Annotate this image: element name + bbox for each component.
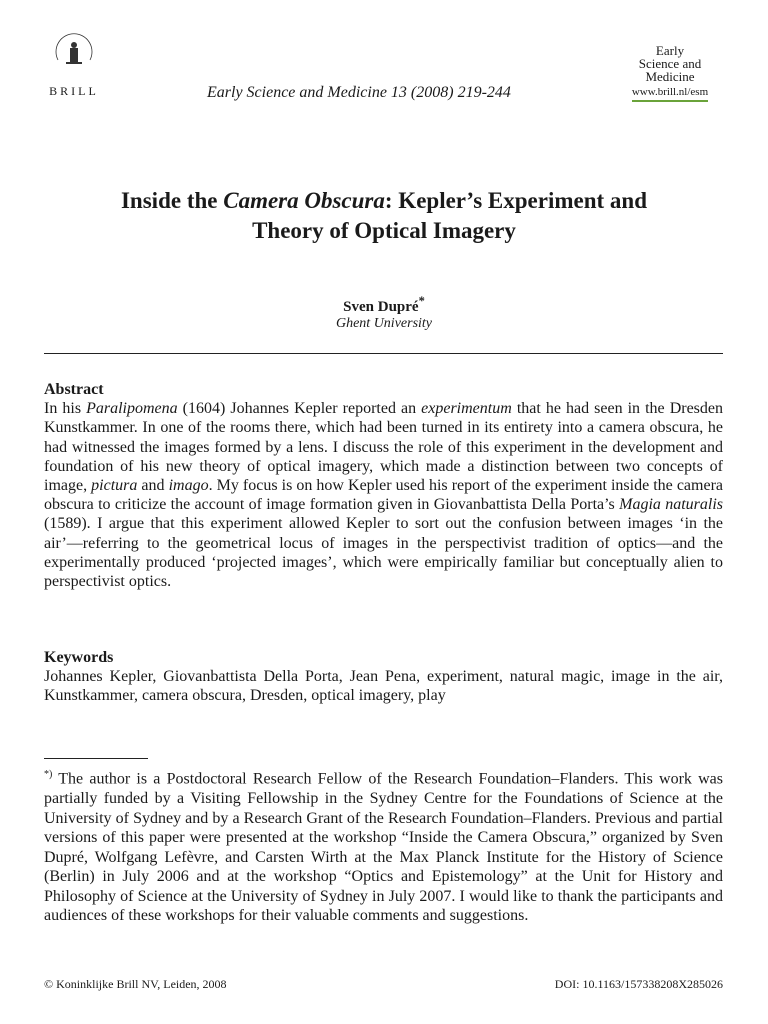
abstract-text: In his: [44, 400, 87, 418]
footnote-mark: *): [44, 769, 53, 780]
journal-box-line: Early: [655, 43, 685, 58]
abstract-italic: Paralipomena: [86, 400, 178, 418]
footnote-text: The author is a Postdoctoral Research Fellow of the Research Foundation–Flanders. This work was partially funded by a Visiting Fellowship in the Sydney Centre for the Foundations of Science at the University of Sydney and by a Research Grant of the Research Foundation–Flanders. Previous and partial versions of this paper were presented at the workshop “Inside the Camera Obscura,” organized by Sven Dupré, Wolfgang Lefèvre, and Carsten Wirth at the Max Planck Institute for the History of Science (Berlin) in July 2006 and at the workshop “Optics and Epistemology” at the Unit for History and Philosophy of Science at the University of Sydney in July 2007. I would like to thank the participants and audiences of these workshops for their valuable comments and suggestions.: [44, 770, 723, 925]
abstract-text: (1589). I argue that this experiment allowed Kepler to sort out the confusion between images ‘in the air’—referring to the geometrical locus of images in the perspectivist tradition of optics—and the experimentally produced ‘projected images’, which were empirically familiar but conceptually alien to perspectivist optics.: [44, 515, 723, 591]
abstract-heading: Abstract: [44, 381, 104, 398]
author-footnote-mark[interactable]: *: [418, 294, 425, 308]
author-name: [0, 294, 768, 316]
abstract-italic: imago: [168, 477, 209, 495]
author-name-text: Sven Dupré: [343, 299, 419, 315]
footnote: [44, 765, 723, 926]
brill-logo: [34, 30, 114, 99]
keywords-heading: Keywords: [44, 649, 114, 666]
journal-box-line: Science and: [638, 56, 702, 71]
abstract-text: that he had seen in the Dresden Kunstkammer. In one of the rooms there, which had been turned in its entirety into a camera obscura, he had witnessed the images formed by a lens. I discuss the role of this experiment in the development and foundation of his new theory of optical imagery, which made a distinction between two concepts of image,: [44, 400, 724, 495]
copyright-notice: © Koninklijke Brill NV, Leiden, 2008: [44, 977, 227, 991]
abstract-text: (1604) Johannes Kepler reported an: [177, 400, 422, 418]
journal-box: [620, 44, 720, 102]
abstract-italic: pictura: [91, 477, 138, 495]
abstract-text: and: [137, 477, 169, 495]
title-italic-text: Camera Obscura: [223, 188, 385, 213]
divider: [44, 353, 723, 354]
abstract-italic: Magia naturalis: [619, 496, 723, 514]
article-title: [40, 186, 728, 246]
abstract-italic: experimentum: [421, 400, 512, 418]
journal-citation: Early Science and Medicine 13 (2008) 219-244: [207, 84, 511, 101]
title-text: Inside the: [120, 188, 224, 213]
publisher-name: BRILL: [49, 84, 99, 98]
brill-seal-icon: [50, 30, 98, 78]
abstract-text: . My focus is on how Kepler used his report of the experiment inside the camera obscura to criticize the account of image formation given in Giovanbattista Della Porta’s: [44, 477, 724, 514]
abstract-section: [44, 380, 723, 591]
keywords-section: [44, 648, 723, 706]
author-affiliation: Ghent University: [335, 316, 433, 331]
journal-box-line: Medicine: [645, 69, 695, 84]
title-text: Theory of Optical Imagery: [252, 218, 516, 243]
journal-url-link[interactable]: www.brill.nl/esm: [632, 86, 708, 102]
doi-link[interactable]: DOI: 10.1163/157338208X285026: [554, 977, 723, 991]
abstract-body: [44, 399, 723, 591]
title-text: : Kepler’s Experiment and: [384, 188, 648, 213]
footnote-divider: [44, 758, 148, 759]
keywords-list: Johannes Kepler, Giovanbattista Della Porta, Jean Pena, experiment, natural magic, image in the air, Kunstkammer, camera obscura, Dresden, optical imagery, play: [44, 668, 723, 705]
